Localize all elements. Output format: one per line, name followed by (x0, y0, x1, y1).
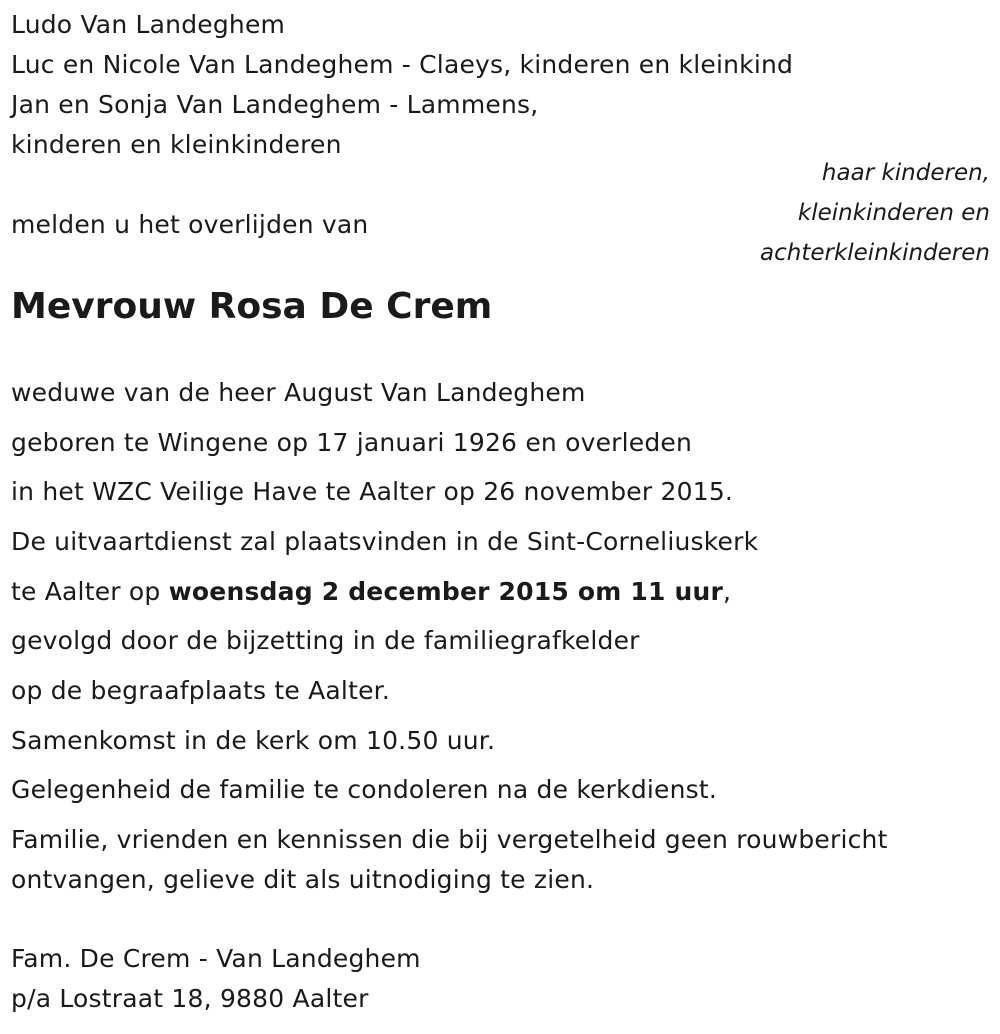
right-note-line-3: achterkleinkinderen (760, 240, 990, 266)
condolences-line: Gelegenheid de familie te condoleren na de kerkdienst. (11, 775, 718, 804)
right-note (760, 153, 990, 273)
born-line: geboren te Wingene op 17 januari 1926 en overleden (11, 428, 693, 457)
burial-line-2: op de begraafplaats te Aalter. (11, 676, 390, 705)
service-place-suffix: , (722, 577, 732, 606)
right-note-line-1: haar kinderen, (821, 160, 990, 186)
gathering-line: Samenkomst in de kerk om 10.50 uur. (11, 726, 496, 755)
right-note-line-2: kleinkinderen en (797, 200, 990, 226)
invitation-line-2: ontvangen, gelieve dit als uitnodiging te zien. (11, 865, 595, 894)
announcement-intro: melden u het overlijden van (11, 210, 369, 239)
announcer-line-3: Jan en Sonja Van Landeghem - Lammens, (11, 90, 539, 119)
burial-line-1: gevolgd door de bijzetting in de familiegrafkelder (11, 626, 640, 655)
service-line: De uitvaartdienst zal plaatsvinden in de Sint-Corneliuskerk (11, 527, 759, 556)
deceased-name: Mevrouw Rosa De Crem (11, 286, 493, 327)
announcer-line-1: Ludo Van Landeghem (11, 10, 286, 39)
service-place-prefix: te Aalter op (11, 577, 169, 606)
service-datetime: woensdag 2 december 2015 om 11 uur (168, 577, 723, 606)
sender-family: Fam. De Crem - Van Landeghem (11, 944, 421, 973)
died-line: in het WZC Veilige Have te Aalter op 26 november 2015. (11, 477, 734, 506)
widow-of-line: weduwe van de heer August Van Landeghem (11, 378, 586, 407)
sender-address: p/a Lostraat 18, 9880 Aalter (11, 984, 369, 1013)
announcer-line-2: Luc en Nicole Van Landeghem - Claeys, kinderen en kleinkind (11, 50, 794, 79)
announcer-line-4: kinderen en kleinkinderen (11, 130, 342, 159)
service-datetime-line (11, 577, 731, 607)
invitation-line-1: Familie, vrienden en kennissen die bij vergetelheid geen rouwbericht (11, 825, 888, 854)
